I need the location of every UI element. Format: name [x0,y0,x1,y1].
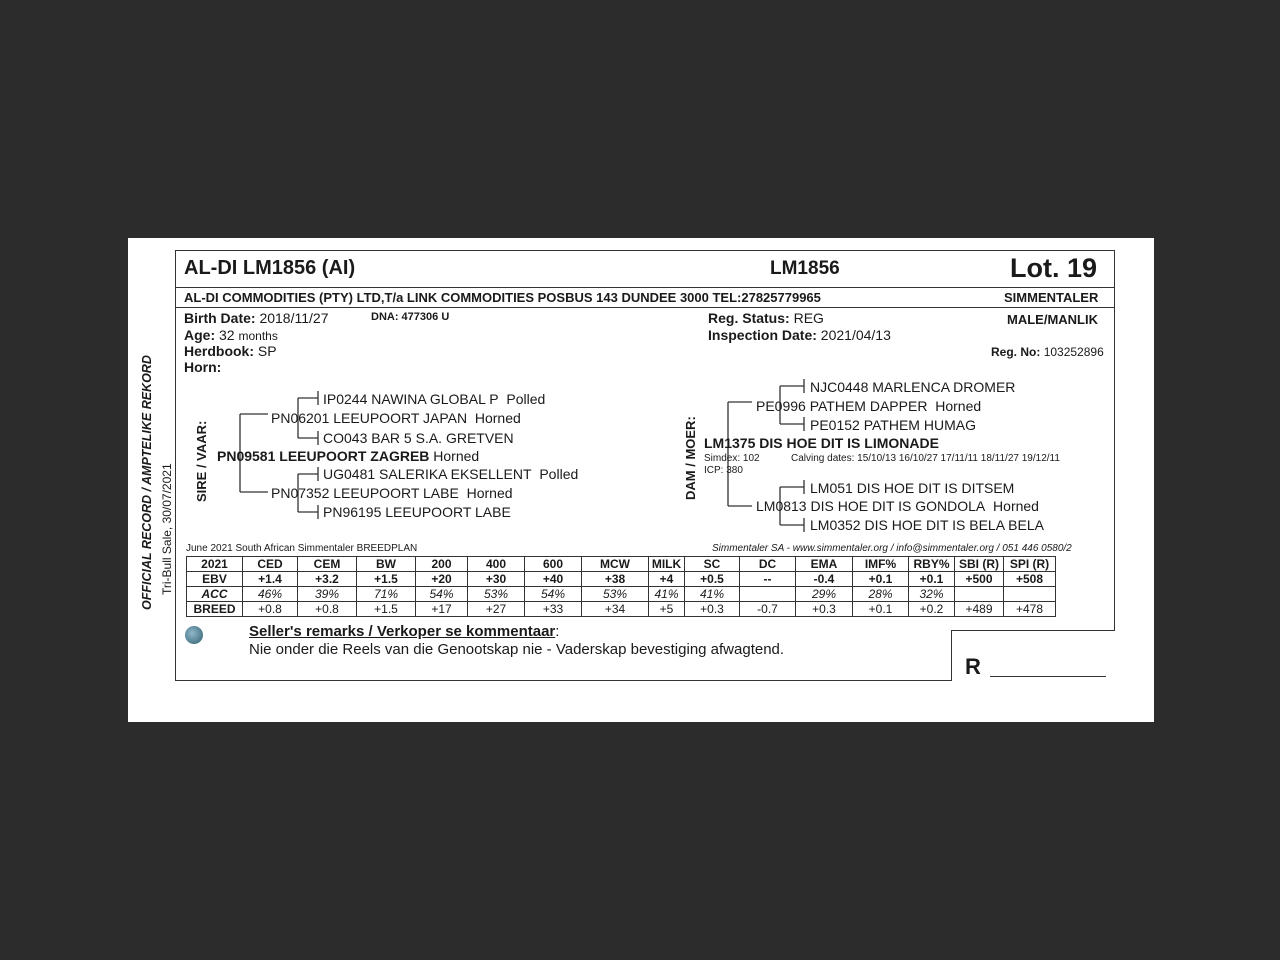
table-cell: +4 [649,572,685,587]
breedplan-contact: Simmentaler SA - www.simmentaler.org / info@simmentaler.org / 051 446 0580/2 [712,543,1072,554]
inspection-date-label: Inspection Date: [708,327,817,343]
dam-calving-dates: Calving dates: 15/10/13 16/10/27 17/11/11 18/11/27 19/12/11 [791,453,1060,464]
table-cell: 54% [525,587,582,602]
sire-dam [271,485,513,501]
sd-name: PN07352 LEEUPOORT LABE [271,485,459,501]
table-cell: +30 [468,572,525,587]
table-cell: 41% [685,587,740,602]
table-cell [955,587,1004,602]
ss-name: PN06201 LEEUPOORT JAPAN [271,410,468,426]
table-cell: -0.7 [740,602,796,617]
header-cell: SPI (R) [1004,557,1056,572]
sale-label: Tri-Bull Sale, 30/07/2021 [160,463,174,595]
age-unit: months [238,329,278,343]
header-cell: CEM [298,557,357,572]
breedplan-title: June 2021 South African Simmentaler BREEDPLAN [186,543,418,554]
dam-dam [756,498,1039,514]
table-cell: +3.2 [298,572,357,587]
age-value: 32 [219,327,235,343]
table-row-ebv [187,572,1056,587]
dam-icp: ICP: 380 [704,465,743,476]
sss-name: IP0244 NAWINA GLOBAL P [323,391,499,407]
sire-note: Horned [433,448,480,464]
header-cell: IMF% [853,557,909,572]
header-cell: EMA [796,557,853,572]
header-cell: MILK [649,557,685,572]
globe-icon [185,626,203,644]
remarks-heading [249,623,559,640]
dam-simdex: Simdex: 102 [704,453,760,464]
sire [217,448,479,464]
header-cell: SC [685,557,740,572]
header-cell: 600 [525,557,582,572]
table-cell: +40 [525,572,582,587]
dam-sire-sire: NJC0448 MARLENCA DROMER [810,379,1016,395]
table-cell: -- [740,572,796,587]
sire-name: PN09581 LEEUPOORT ZAGREB [217,448,430,464]
table-cell: 28% [853,587,909,602]
dam-sire-dam: PE0152 PATHEM HUMAG [810,417,976,433]
inspection-date-value: 2021/04/13 [820,327,891,343]
animal-code: LM1856 [770,258,840,279]
owner-line: AL-DI COMMODITIES (PTY) LTD,T/a LINK COMMODITIES POSBUS 143 DUNDEE 3000 TEL:27825779965 [184,290,821,305]
header-cell: CED [243,557,298,572]
header-cell: BW [357,557,416,572]
table-cell: 29% [796,587,853,602]
price-line[interactable] [990,676,1106,677]
birth-date-value: 2018/11/27 [259,310,329,326]
reg-no-label: Reg. No: [991,345,1041,359]
sss-note: Polled [506,391,546,407]
header-cell: 2021 [187,557,243,572]
table-cell: +0.3 [685,602,740,617]
table-cell: 39% [298,587,357,602]
birth-date-label: Birth Date: [184,310,256,326]
sire-sire [271,410,521,426]
table-cell: +20 [416,572,468,587]
table-cell: +0.2 [909,602,955,617]
table-cell: EBV [187,572,243,587]
horn-label: Horn: [184,359,222,375]
header-cell: MCW [582,557,649,572]
table-cell: +0.1 [909,572,955,587]
table-cell: 46% [243,587,298,602]
table-cell: 41% [649,587,685,602]
sire-sire-dam: CO043 BAR 5 S.A. GRETVEN [323,430,514,446]
table-cell: +489 [955,602,1004,617]
table-cell: 71% [357,587,416,602]
table-cell: +0.1 [853,572,909,587]
dam-label: DAM / MOER: [683,416,698,500]
header-cell: 200 [416,557,468,572]
header-cell: 400 [468,557,525,572]
breed-label: SIMMENTALER [1004,290,1099,305]
dna-label: DNA: 477306 U [371,311,450,323]
ebv-table [186,556,1056,617]
animal-name: AL-DI LM1856 (AI) [184,257,356,279]
sds-note: Polled [539,466,579,482]
table-cell [1004,587,1056,602]
table-cell: -0.4 [796,572,853,587]
reg-status-label: Reg. Status: [708,310,790,326]
ds-name: PE0996 PATHEM DAPPER [756,398,928,414]
dam-dam-dam: LM0352 DIS HOE DIT IS BELA BELA [810,517,1044,533]
table-cell: +38 [582,572,649,587]
dam-name: LM1375 DIS HOE DIT IS LIMONADE [704,435,939,451]
table-cell: +0.5 [685,572,740,587]
table-cell: +34 [582,602,649,617]
remarks-title: Seller's remarks / Verkoper se kommentaar [249,623,556,640]
reg-status-value: REG [793,310,824,326]
table-cell: ACC [187,587,243,602]
table-cell: +5 [649,602,685,617]
herdbook-value: SP [257,343,277,359]
sex-label: MALE/MANLIK [1007,312,1098,327]
table-cell: +33 [525,602,582,617]
table-cell [740,587,796,602]
table-cell: 32% [909,587,955,602]
table-cell: +0.1 [853,602,909,617]
ds-note: Horned [935,398,982,414]
ss-note: Horned [474,410,521,426]
table-row-acc [187,587,1056,602]
remarks-colon: : [555,623,560,640]
table-cell: +1.5 [357,572,416,587]
header-cell: DC [740,557,796,572]
reg-no-value: 103252896 [1043,345,1104,359]
table-cell: +1.4 [243,572,298,587]
dd-note: Horned [993,498,1039,514]
table-header-row [187,557,1056,572]
price-label: R [965,654,981,679]
table-cell: +0.8 [298,602,357,617]
dam-sire [756,398,981,414]
sire-dam-dam: PN96195 LEEUPOORT LABE [323,504,511,520]
dd-name: LM0813 DIS HOE DIT IS GONDOLA [756,498,986,514]
sd-note: Horned [466,485,513,501]
sire-sire-sire [323,391,545,407]
table-cell: +0.3 [796,602,853,617]
dam-dam-sire: LM051 DIS HOE DIT IS DITSEM [810,480,1015,496]
table-cell: +17 [416,602,468,617]
table-cell: 54% [416,587,468,602]
sire-label: SIRE / VAAR: [194,420,209,502]
table-cell: 53% [582,587,649,602]
table-cell: +1.5 [357,602,416,617]
table-cell: 53% [468,587,525,602]
lot-number: Lot. 19 [1010,253,1098,283]
table-row-breed [187,602,1056,617]
table-cell: +478 [1004,602,1056,617]
table-cell: +508 [1004,572,1056,587]
table-cell: +500 [955,572,1004,587]
official-record-label: OFFICIAL RECORD / AMPTELIKE REKORD [140,355,154,610]
table-cell: +0.8 [243,602,298,617]
herdbook-label: Herdbook: [184,343,254,359]
remarks-text: Nie onder die Reels van die Genootskap nie - Vaderskap bevestiging afwagtend. [249,641,785,658]
table-cell: +27 [468,602,525,617]
sds-name: UG0481 SALERIKA EKSELLENT [323,466,532,482]
age-label: Age: [184,327,216,343]
header-cell: RBY% [909,557,955,572]
table-cell: BREED [187,602,243,617]
sire-dam-sire [323,466,578,482]
header-cell: SBI (R) [955,557,1004,572]
